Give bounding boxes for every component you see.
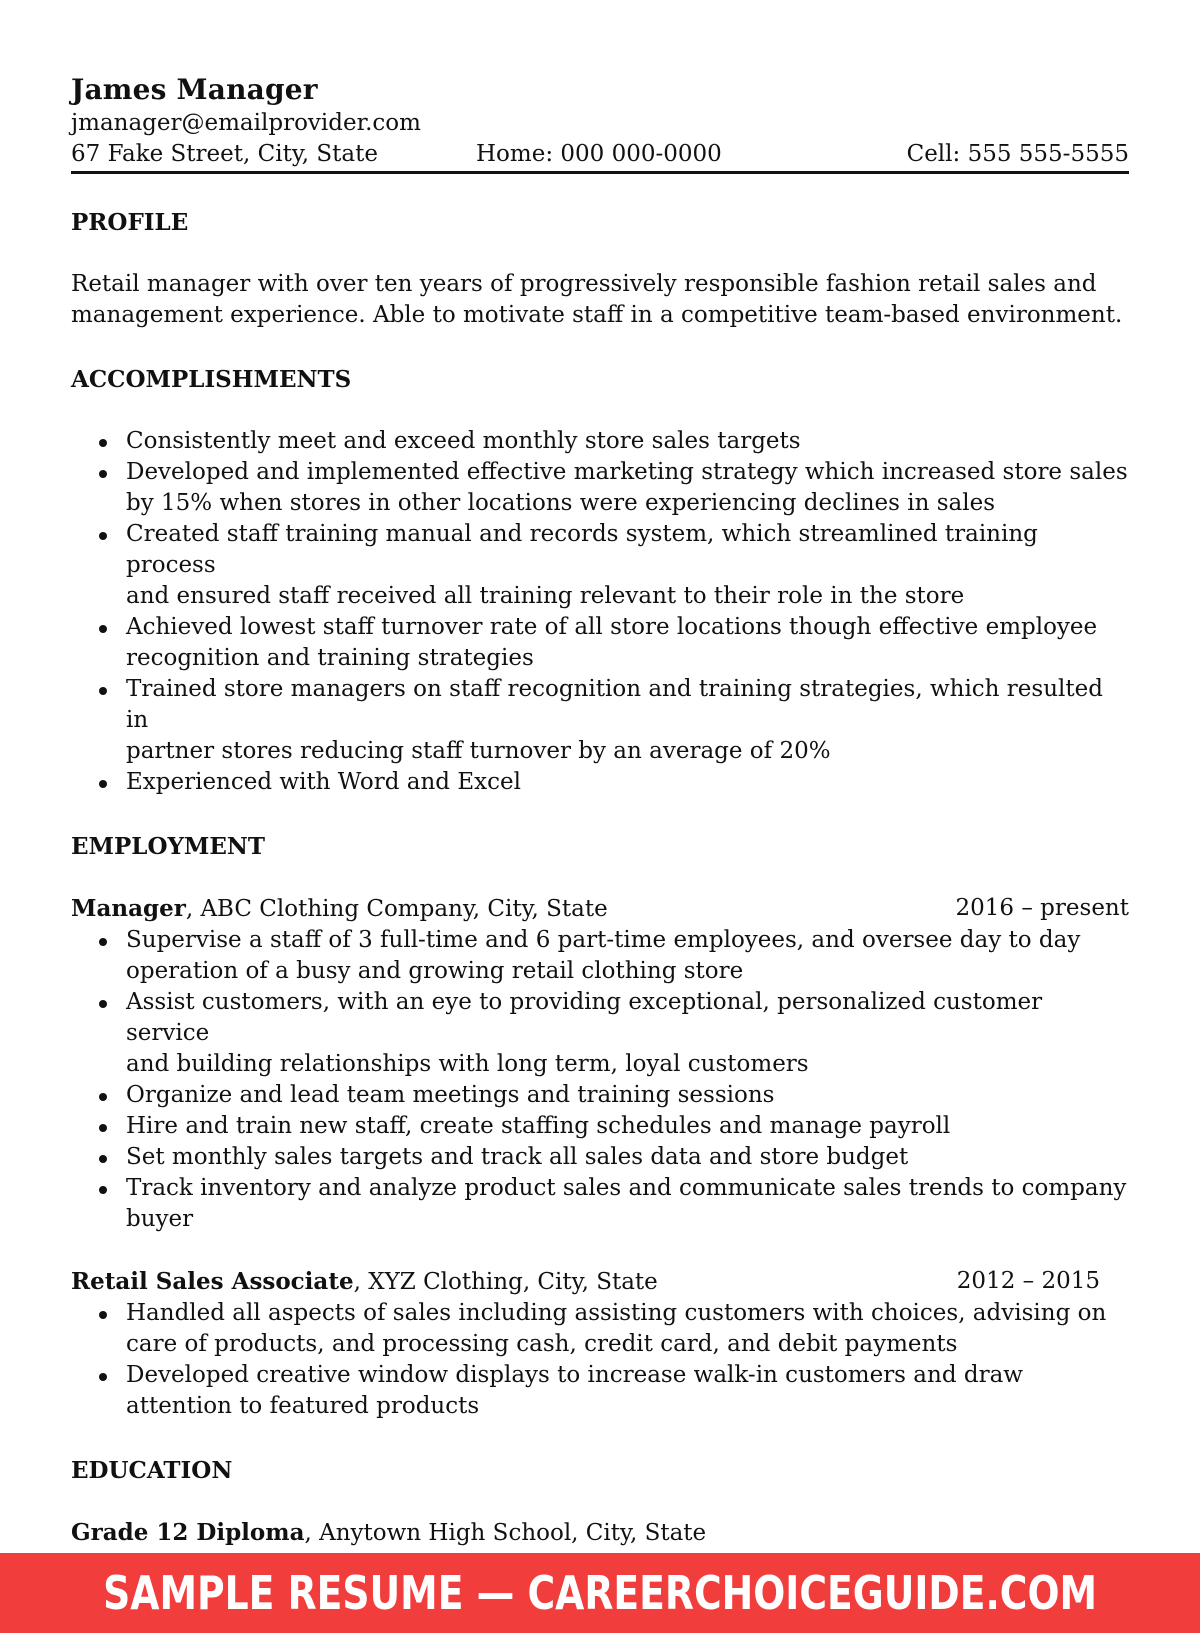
list-item — [71, 1111, 1129, 1142]
list-item-line: Consistently meet and exceed monthly store sales targets — [126, 428, 801, 454]
profile-heading: PROFILE — [71, 209, 189, 236]
list-item-line: Assist customers, with an eye to providing exceptional, personalized customer service — [126, 989, 1043, 1046]
profile-line: management experience. Able to motivate staff in a competitive team-based environment. — [71, 302, 1123, 328]
employment-heading: EMPLOYMENT — [71, 833, 266, 860]
list-item-line: operation of a busy and growing retail clothing store — [126, 958, 744, 984]
list-item-line: Organize and lead team meetings and training sessions — [126, 1082, 775, 1108]
education-heading: EDUCATION — [71, 1457, 233, 1484]
list-item-line: Trained store managers on staff recognition and training strategies, which resulted in — [126, 676, 1103, 733]
bullet-icon — [99, 1093, 107, 1101]
bullet-icon — [99, 439, 107, 447]
resume-page — [71, 72, 1129, 1549]
list-item — [71, 1298, 1129, 1360]
list-item-line: Developed and implemented effective marketing strategy which increased store sales — [126, 459, 1128, 485]
list-item — [71, 1173, 1129, 1235]
profile-line: Retail manager with over ten years of progressively responsible fashion retail sales and — [71, 271, 1097, 297]
bullet-icon — [99, 1186, 107, 1194]
job-dates: 2012 – 2015 — [956, 1268, 1100, 1294]
sample-resume-banner — [0, 1553, 1200, 1633]
education-school: , Anytown High School, City, State — [304, 1520, 707, 1546]
list-item-line: Developed creative window displays to increase walk-in customers and draw — [126, 1362, 1023, 1388]
education-entry — [71, 1517, 1129, 1549]
list-item — [71, 674, 1129, 767]
bullet-icon — [99, 780, 107, 788]
spacer — [71, 1235, 1129, 1266]
candidate-name: James Manager — [71, 73, 318, 106]
job-employer: , XYZ Clothing, City, State — [353, 1269, 658, 1295]
profile-summary — [71, 269, 1129, 331]
job-header-manager — [71, 893, 1129, 925]
list-item — [71, 1142, 1129, 1173]
list-item-line: buyer — [126, 1206, 194, 1232]
list-item-line: Achieved lowest staff turnover rate of all store locations though effective employee — [126, 614, 1098, 640]
job-employer: , ABC Clothing Company, City, State — [185, 896, 608, 922]
list-item-line: and ensured staff received all training relevant to their role in the store — [126, 583, 965, 609]
list-item-line: partner stores reducing staff turnover by an average of 20% — [126, 738, 831, 764]
job-dates: 2016 – present — [955, 895, 1129, 921]
job-title: Manager — [71, 895, 186, 922]
bullet-icon — [99, 1373, 107, 1381]
list-item-line: and building relationships with long term, loyal customers — [126, 1051, 809, 1077]
list-item-line: Experienced with Word and Excel — [126, 769, 521, 795]
bullet-icon — [99, 1000, 107, 1008]
list-item-line: care of products, and processing cash, credit card, and debit payments — [126, 1331, 958, 1357]
list-item-line: Set monthly sales targets and track all sales data and store budget — [126, 1144, 909, 1170]
list-item-line: by 15% when stores in other locations were experiencing declines in sales — [126, 490, 996, 516]
email-address: jmanager@emailprovider.com — [71, 110, 421, 136]
list-item-line: Supervise a staff of 3 full-time and 6 part-time employees, and oversee day to day — [126, 927, 1081, 953]
job-duties-list — [71, 925, 1129, 1235]
education-credential: Grade 12 Diploma — [71, 1519, 305, 1546]
home-phone: Home: 000 000-0000 — [476, 141, 722, 167]
list-item-line: Track inventory and analyze product sales and communicate sales trends to company — [126, 1175, 1127, 1201]
bullet-icon — [99, 532, 107, 540]
list-item — [71, 457, 1129, 519]
accomplishments-list — [71, 426, 1129, 798]
job-title: Retail Sales Associate — [71, 1268, 354, 1295]
list-item — [71, 987, 1129, 1080]
street-address: 67 Fake Street, City, State — [71, 141, 378, 167]
list-item — [71, 925, 1129, 987]
list-item — [71, 519, 1129, 612]
bullet-icon — [99, 1124, 107, 1132]
bullet-icon — [99, 687, 107, 695]
list-item — [71, 1360, 1129, 1422]
bullet-icon — [99, 938, 107, 946]
bullet-icon — [99, 470, 107, 478]
bullet-icon — [99, 625, 107, 633]
accomplishments-heading: ACCOMPLISHMENTS — [71, 366, 352, 393]
list-item-line: attention to featured products — [126, 1393, 480, 1419]
list-item — [71, 426, 1129, 457]
list-item — [71, 767, 1129, 798]
bullet-icon — [99, 1311, 107, 1319]
list-item-line: Handled all aspects of sales including assisting customers with choices, advising on — [126, 1300, 1107, 1326]
list-item-line: Created staff training manual and records system, which streamlined training process — [126, 521, 1038, 578]
list-item — [71, 1080, 1129, 1111]
contact-row — [71, 139, 1129, 174]
list-item-line: Hire and train new staff, create staffing schedules and manage payroll — [126, 1113, 951, 1139]
cell-phone: Cell: 555 555-5555 — [906, 141, 1129, 167]
job-duties-list — [71, 1298, 1129, 1422]
list-item-line: recognition and training strategies — [126, 645, 534, 671]
list-item — [71, 612, 1129, 674]
job-header-retail-sales-associate — [71, 1266, 1129, 1298]
bullet-icon — [99, 1155, 107, 1163]
banner-text: SAMPLE RESUME — CAREERCHOICEGUIDE.COM — [103, 1566, 1097, 1620]
